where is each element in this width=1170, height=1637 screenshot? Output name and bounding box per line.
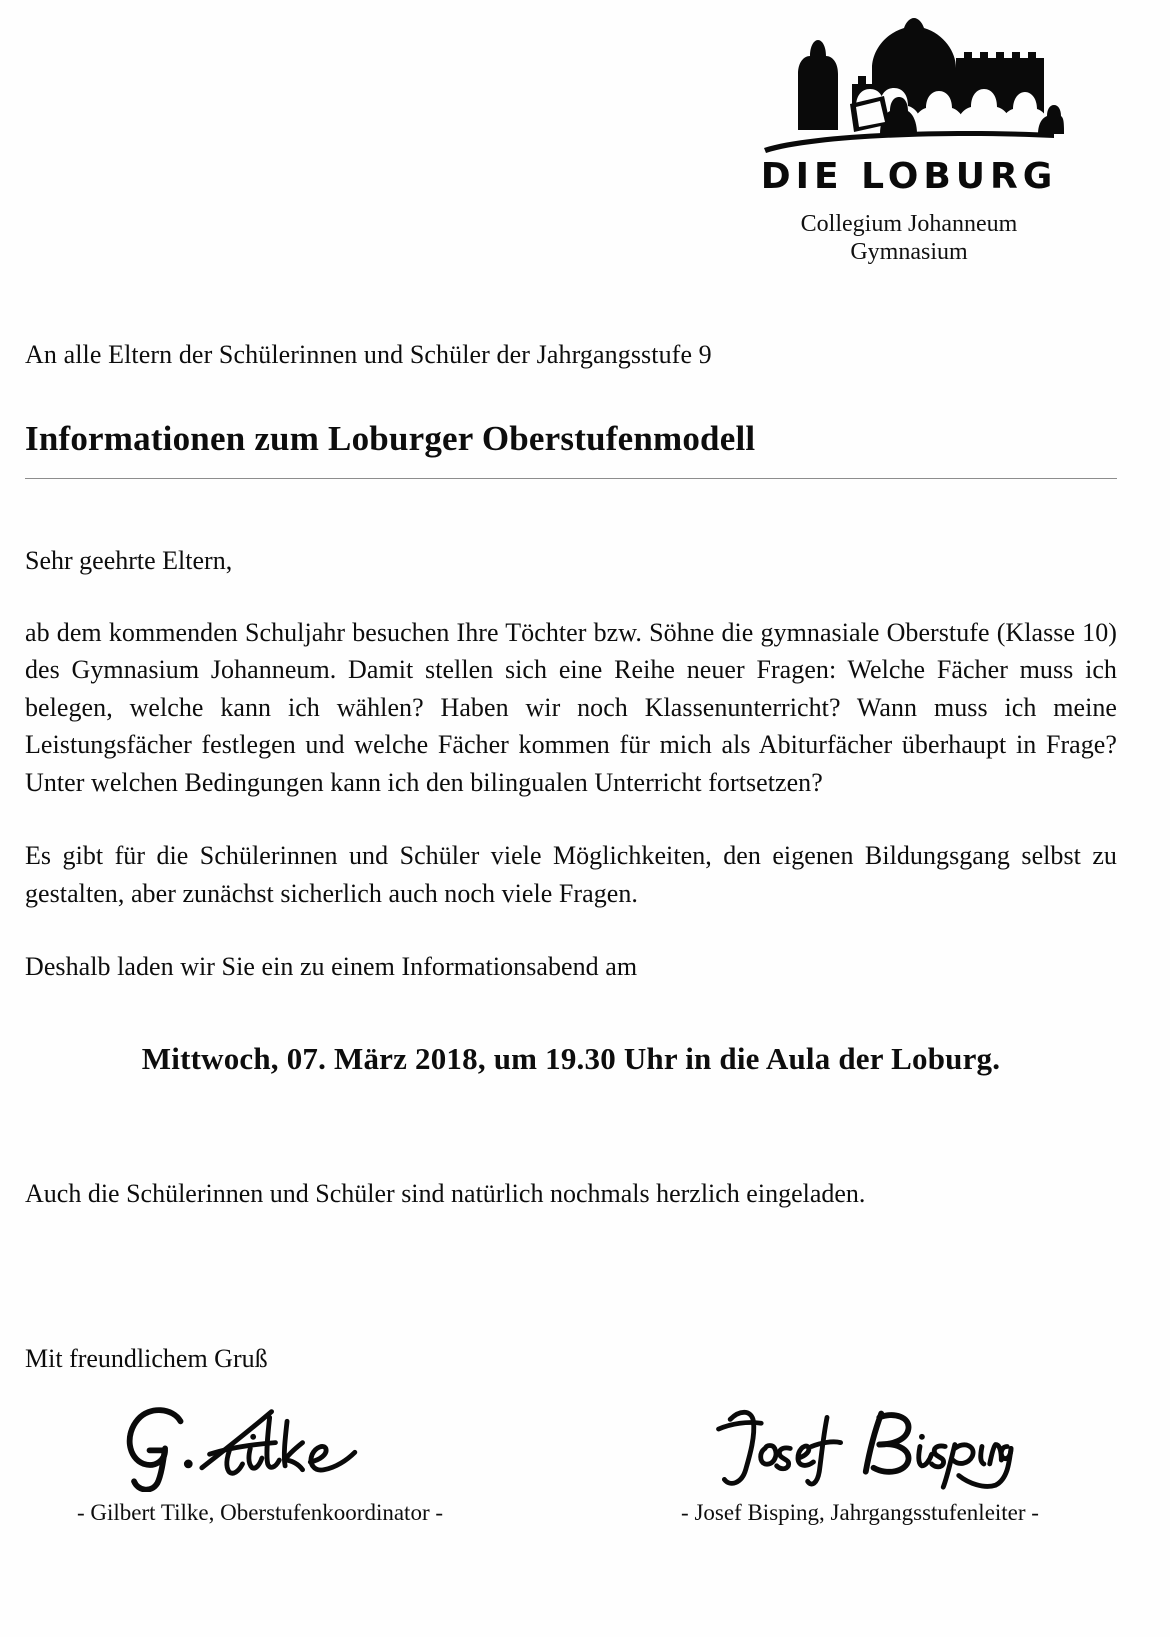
event-datetime-line: Mittwoch, 07. März 2018, um 19.30 Uhr in die Aula der Loburg. bbox=[141, 1041, 1001, 1077]
handwritten-signature-bisping bbox=[705, 1400, 1015, 1492]
addressee-line: An alle Eltern der Schülerinnen und Schüler der Jahrgangsstufe 9 bbox=[25, 340, 712, 369]
closing-note: Auch die Schülerinnen und Schüler sind natürlich nochmals herzlich eingeladen. bbox=[25, 1178, 866, 1208]
title-divider bbox=[25, 478, 1117, 479]
signature-row bbox=[25, 1400, 1125, 1528]
paragraph-2: Es gibt für die Schülerinnen und Schüler viele Möglichkeiten, den eigenen Bildungsgang selbst zu gestalten, aber zunächst sicherlich auch noch viele Fragen. bbox=[25, 841, 1117, 908]
signature-block-tilke bbox=[25, 1400, 495, 1528]
regards-line: Mit freundlichem Gruß bbox=[25, 1343, 268, 1373]
paragraph-3: Deshalb laden wir Sie ein zu einem Informationsabend am bbox=[25, 951, 638, 981]
signature-caption-bisping: - Josef Bisping, Jahrgangsstufenleiter - bbox=[681, 1500, 1039, 1525]
logo-subtitle-line2: Gymnasium bbox=[850, 239, 968, 266]
letterhead bbox=[744, 12, 1074, 266]
handwritten-signature-tilke bbox=[105, 1400, 415, 1492]
page-title: Informationen zum Loburger Oberstufenmodell bbox=[25, 418, 756, 458]
logo-wordmark: DIE LOBURG bbox=[760, 156, 1058, 197]
loburg-castle-silhouette-icon bbox=[754, 12, 1064, 162]
logo-subtitle-line1: Collegium Johanneum bbox=[800, 210, 1018, 237]
letter-body bbox=[25, 338, 1117, 1376]
signature-block-bisping bbox=[625, 1400, 1095, 1528]
signature-caption-tilke: - Gilbert Tilke, Oberstufenkoordinator - bbox=[76, 1500, 444, 1525]
paragraph-1: ab dem kommenden Schuljahr besuchen Ihre Töchter bzw. Söhne die gymnasiale Oberstufe (Klasse 10) des Gymnasium Johanneum. Damit stellen sich eine Reihe neuer Fragen: Welche Fächer muss ich belegen, welche kann ich wählen? Haben wir noch Klassenunterricht? Wann muss ich meine Leistungsfächer festlegen und welche Fächer kommen für mich als Abiturfächer überhaupt in Frage? Unter welchen Bedingungen kann ich den bilingualen Unterricht fortsetzen? bbox=[25, 617, 1117, 797]
salutation: Sehr geehrte Eltern, bbox=[25, 545, 233, 575]
